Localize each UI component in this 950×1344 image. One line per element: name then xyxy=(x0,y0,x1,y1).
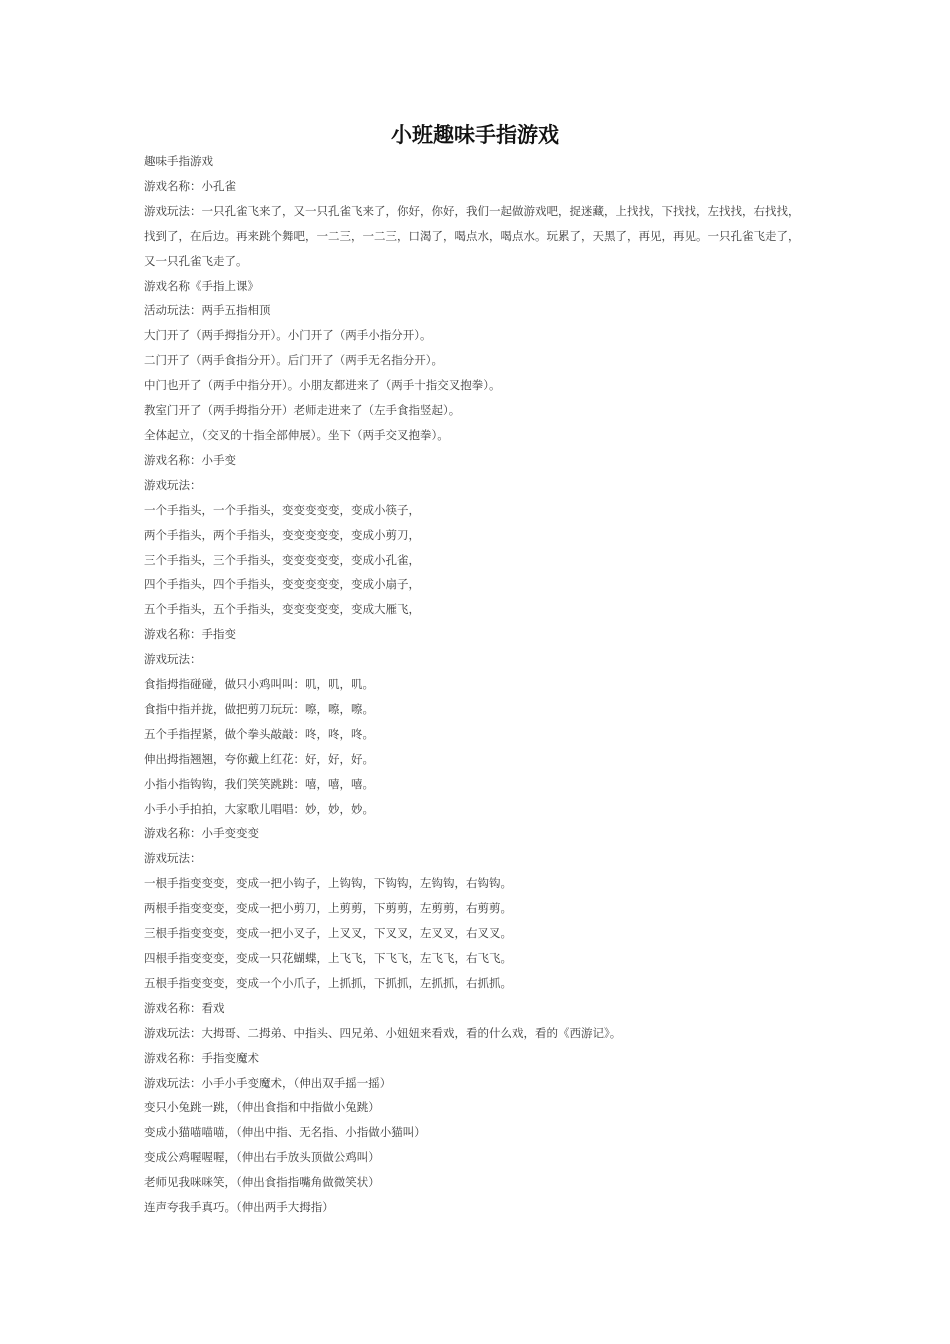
document-line: 活动玩法：两手五指相顶 xyxy=(144,303,271,318)
document-line: 游戏名称《手指上课》 xyxy=(144,278,259,293)
document-line: 游戏名称：小手变变变 xyxy=(144,826,259,841)
document-line: 五个手指头，五个手指头，变变变变变，变成大雁飞， xyxy=(144,602,420,617)
document-line: 大门开了（两手拇指分开）。小门开了（两手小指分开）。 xyxy=(144,328,432,343)
document-line: 趣味手指游戏 xyxy=(144,154,213,168)
document-line: 游戏玩法：一只孔雀飞来了，又一只孔雀飞来了，你好，你好，我们一起做游戏吧，捉迷藏，上找找，下找找，左找找，右找找， xyxy=(144,203,800,218)
document-line: 变成公鸡喔喔喔，（伸出右手放头顶做公鸡叫） xyxy=(144,1150,380,1165)
document-line: 游戏玩法： xyxy=(144,851,202,866)
document-line: 找到了，在后边。再来跳个舞吧，一二三，一二三，口渴了，喝点水，喝点水。玩累了，天黑了，再见，再见。一只孔雀飞走了， xyxy=(144,228,800,243)
document-line: 一个手指头，一个手指头，变变变变变，变成小筷子， xyxy=(144,502,420,517)
document-body xyxy=(144,149,824,1220)
document-line: 游戏名称：小手变 xyxy=(144,452,236,467)
document-line: 五个手指捏紧，做个拳头敲敲：咚，咚，咚。 xyxy=(144,726,374,741)
document-line: 教室门开了（两手拇指分开）老师走进来了（左手食指竖起）。 xyxy=(144,403,461,418)
document-line: 全体起立，（交叉的十指全部伸展）。坐下（两手交叉抱拳）。 xyxy=(144,427,449,442)
document-line: 两个手指头，两个手指头，变变变变变，变成小剪刀， xyxy=(144,527,420,542)
document-line: 三个手指头，三个手指头，变变变变变，变成小孔雀， xyxy=(144,552,420,567)
document-line: 游戏玩法： xyxy=(144,652,202,667)
document-line: 连声夸我手真巧。（伸出两手大拇指） xyxy=(144,1200,334,1215)
document-line: 游戏玩法：大拇哥、二拇弟、中指头、四兄弟、小妞妞来看戏，看的什么戏，看的《西游记》。 xyxy=(144,1025,622,1040)
document-line: 伸出拇指翘翘，夸你戴上红花：好，好，好。 xyxy=(144,751,374,766)
document-line: 食指拇指碰碰，做只小鸡叫叫：叽，叽，叽。 xyxy=(144,677,374,692)
document-line: 五根手指变变变，变成一个小爪子，上抓抓，下抓抓，左抓抓，右抓抓。 xyxy=(144,975,512,990)
document-line: 又一只孔雀飞走了。 xyxy=(144,253,248,268)
document-line: 二门开了（两手食指分开）。后门开了（两手无名指分开）。 xyxy=(144,353,443,368)
document-line: 游戏名称：手指变魔术 xyxy=(144,1050,259,1065)
document-line: 游戏名称：小孔雀 xyxy=(144,178,236,193)
document-line: 四根手指变变变，变成一只花蝴蝶，上飞飞，下飞飞，左飞飞，右飞飞。 xyxy=(144,951,512,965)
document-line: 变成小猫喵喵喵，（伸出中指、无名指、小指做小猫叫） xyxy=(144,1125,426,1140)
document-line: 小指小指钩钩，我们笑笑跳跳：嘻，嘻，嘻。 xyxy=(144,776,374,791)
document-line: 游戏名称：手指变 xyxy=(144,627,236,642)
document-line: 变只小兔跳一跳，（伸出食指和中指做小兔跳） xyxy=(144,1100,380,1115)
document-line: 四个手指头，四个手指头，变变变变变，变成小扇子， xyxy=(144,577,420,592)
document-line: 老师见我咪咪笑，（伸出食指指嘴角做微笑状） xyxy=(144,1175,380,1190)
document-line: 中门也开了（两手中指分开）。小朋友都进来了（两手十指交叉抱拳）。 xyxy=(144,378,501,393)
document-title: 小班趣味手指游戏 xyxy=(391,123,559,147)
document-line: 游戏玩法：小手小手变魔术，（伸出双手摇一摇） xyxy=(144,1075,392,1090)
document-line: 游戏玩法： xyxy=(144,477,202,492)
document-line: 一根手指变变变，变成一把小钩子，上钩钩，下钩钩，左钩钩，右钩钩。 xyxy=(144,876,512,891)
document-line: 三根手指变变变，变成一把小叉子，上叉叉，下叉叉，左叉叉，右叉叉。 xyxy=(144,926,512,941)
document-line: 游戏名称：看戏 xyxy=(144,1000,225,1015)
document-line: 两根手指变变变，变成一把小剪刀，上剪剪，下剪剪，左剪剪，右剪剪。 xyxy=(144,901,512,916)
document-line: 食指中指并拢，做把剪刀玩玩：嚓，嚓，嚓。 xyxy=(144,701,374,716)
document-line: 小手小手拍拍，大家歌儿唱唱：妙，妙，妙。 xyxy=(144,801,374,816)
